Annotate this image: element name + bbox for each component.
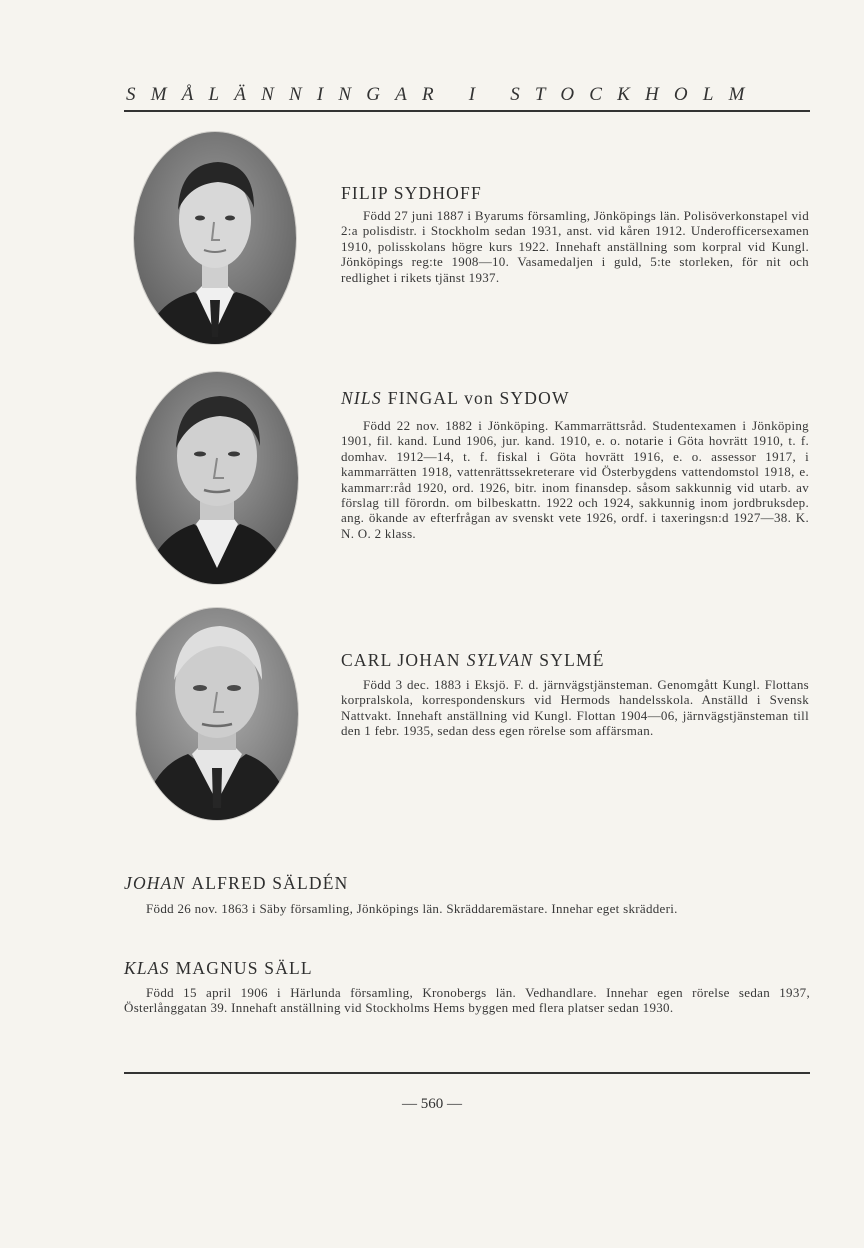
entry-name <box>341 183 482 204</box>
entry-biography <box>341 677 809 739</box>
entry-name <box>341 650 605 671</box>
name-plain: MAGNUS SÄLL <box>175 958 313 978</box>
name-italic: JOHAN <box>124 873 186 893</box>
name-plain: ALFRED SÄLDÉN <box>191 873 349 893</box>
portrait-image <box>136 608 298 820</box>
portrait-photo-sylme <box>136 608 298 820</box>
entry-name <box>124 873 348 894</box>
name-italic: SYLVAN <box>466 650 534 670</box>
bio-text: Född 22 nov. 1882 i Jönköping. Kammarrättsråd. Studentexamen i Jönköping 1901, fil. kand. Lund 1906, jur. kand. 1910, e. o. notarie i Göta hovrätt 1910, t. f. domhav. 1912—14, t. f. fiskal i Göta hovrätt 1916, e. o. assessor 1917, i kammarrätten 1918, vattenrättssekreterare vid Österbygdens vattendomstol 1918, e. kammarr:råd 1920, ord. 1926, bitr. inom finansdep. såsom sakkunnig vid utarb. av förslag till förordn. om bilbeskattn. 1922 och 1924, sakkunnig inom jordbruksdep. ang. ökande av efterfrågan av svenskt vete 1926, ordf. i taxeringsn:d 1927—38. K. N. O. 2 klass. <box>341 418 809 541</box>
bio-text: Född 27 juni 1887 i Byarums församling, Jönköpings län. Polisöverkonstapel vid 2:a polisdistr. i Stockholm sedan 1931, anst. vid kåren 1912. Underofficersexamen 1910, polisskolans högre kurs 1922. Innehaft anställning som korpral vid Kungl. Jönköpings reg:te 1908—10. Vasamedaljen i guld, 5:te storleken, för nit och redlighet i rikets tjänst 1937. <box>341 208 809 285</box>
entry-biography <box>341 208 809 285</box>
name-before: CARL JOHAN <box>341 650 461 670</box>
name-plain: FINGAL von SYDOW <box>387 388 570 408</box>
name-after: SYLMÉ <box>539 650 605 670</box>
bio-text: Född 15 april 1906 i Härlunda församling, Kronobergs län. Vedhandlare. Innehar egen rörelse sedan 1937, Österlånggatan 39. Innehaft anställning vid Stockholms Hems byggen med flera platser sedan 1930. <box>124 985 810 1016</box>
entry-name <box>124 958 313 979</box>
entry-name <box>341 388 570 409</box>
portrait-photo-sydow <box>136 372 298 584</box>
header-rule <box>124 110 810 112</box>
name-italic: KLAS <box>124 958 170 978</box>
portrait-image <box>134 132 296 344</box>
page-number: — 560 — <box>402 1096 462 1112</box>
entry-biography <box>124 985 810 1016</box>
name-plain: FILIP SYDHOFF <box>341 183 482 203</box>
running-head: SMÅLÄNNINGAR I STOCKHOLM <box>126 84 760 105</box>
entry-biography <box>124 901 810 916</box>
bio-text: Född 3 dec. 1883 i Eksjö. F. d. järnvägstjänsteman. Genomgått Kungl. Flottans korpralskola, korrespondenskurs vid Hermods handelsskola. Anställd i Svensk Nattvakt. Innehaft anställning vid Kungl. Flottan 1904—06, järnvägstjänsteman till den 1 febr. 1935, sedan dess egen rörelse som affärsman. <box>341 677 809 739</box>
footer-rule <box>124 1072 810 1074</box>
entry-biography <box>341 418 809 541</box>
name-italic: NILS <box>341 388 382 408</box>
portrait-image <box>136 372 298 584</box>
bio-text: Född 26 nov. 1863 i Säby församling, Jönköpings län. Skräddaremästare. Innehar eget skrädderi. <box>146 901 678 916</box>
portrait-photo-sydhoff <box>134 132 296 344</box>
